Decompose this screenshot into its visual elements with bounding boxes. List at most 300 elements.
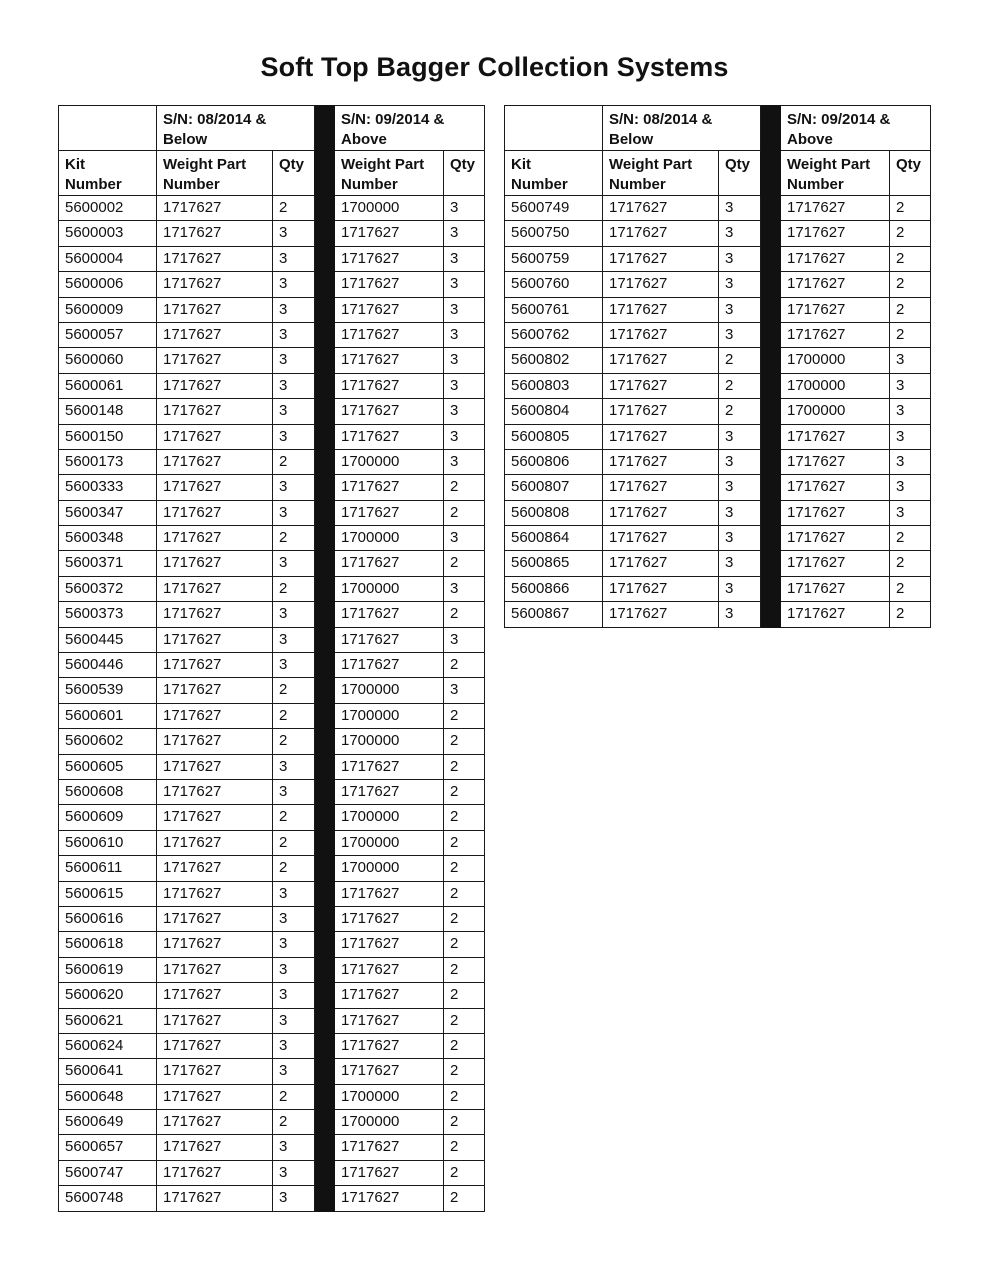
separator-cell [315, 297, 335, 322]
table-row [59, 576, 485, 601]
qty-below-cell: 2 [273, 678, 315, 703]
kit-number-cell: 5600805 [505, 424, 603, 449]
weight-part-below-cell: 1717627 [603, 221, 719, 246]
weight-part-above-cell: 1700000 [335, 805, 444, 830]
table-row [59, 424, 485, 449]
header-row-columns [59, 151, 485, 196]
weight-part-above-cell: 1717627 [335, 1008, 444, 1033]
qty-above-cell: 2 [444, 1059, 485, 1084]
kit-number-cell: 5600061 [59, 373, 157, 398]
weight-part-below-cell: 1717627 [157, 1059, 273, 1084]
table-row [505, 297, 931, 322]
weight-part-below-cell: 1717627 [157, 526, 273, 551]
table-row [59, 983, 485, 1008]
separator-cell [761, 602, 781, 627]
header-weight-part-number: Weight Part Number [335, 151, 444, 196]
qty-below-cell: 3 [273, 272, 315, 297]
weight-part-below-cell: 1717627 [157, 373, 273, 398]
qty-above-cell: 3 [890, 475, 931, 500]
qty-above-cell: 2 [890, 551, 931, 576]
qty-below-cell: 3 [273, 1186, 315, 1211]
weight-part-below-cell: 1717627 [157, 602, 273, 627]
qty-above-cell: 3 [890, 449, 931, 474]
qty-below-cell: 3 [273, 475, 315, 500]
qty-above-cell: 2 [444, 500, 485, 525]
weight-part-below-cell: 1717627 [157, 932, 273, 957]
qty-below-cell: 3 [273, 1059, 315, 1084]
qty-above-cell: 2 [444, 805, 485, 830]
kit-number-cell: 5600803 [505, 373, 603, 398]
qty-above-cell: 3 [444, 272, 485, 297]
weight-part-below-cell: 1717627 [157, 1084, 273, 1109]
table-row [505, 576, 931, 601]
table-row [59, 526, 485, 551]
weight-part-above-cell: 1700000 [781, 399, 890, 424]
kit-number-cell: 5600649 [59, 1110, 157, 1135]
weight-part-below-cell: 1717627 [157, 881, 273, 906]
weight-part-above-cell: 1717627 [335, 1059, 444, 1084]
weight-part-below-cell: 1717627 [157, 805, 273, 830]
qty-below-cell: 3 [719, 322, 761, 347]
qty-below-cell: 3 [719, 576, 761, 601]
kit-number-cell: 5600004 [59, 246, 157, 271]
kit-number-cell: 5600003 [59, 221, 157, 246]
kit-number-cell: 5600446 [59, 653, 157, 678]
weight-part-below-cell: 1717627 [157, 551, 273, 576]
weight-part-above-cell: 1717627 [335, 246, 444, 271]
qty-below-cell: 3 [273, 653, 315, 678]
separator-cell [315, 830, 335, 855]
qty-above-cell: 3 [890, 399, 931, 424]
qty-above-cell: 3 [444, 399, 485, 424]
separator-cell [315, 221, 335, 246]
weight-part-below-cell: 1717627 [157, 703, 273, 728]
qty-below-cell: 3 [273, 1135, 315, 1160]
qty-below-cell: 3 [273, 348, 315, 373]
weight-part-above-cell: 1700000 [335, 196, 444, 221]
header-qty: Qty [273, 151, 315, 196]
weight-part-below-cell: 1717627 [603, 424, 719, 449]
weight-part-below-cell: 1717627 [157, 196, 273, 221]
kit-number-cell: 5600615 [59, 881, 157, 906]
kit-number-cell: 5600749 [505, 196, 603, 221]
kit-number-cell: 5600808 [505, 500, 603, 525]
kit-number-cell: 5600748 [59, 1186, 157, 1211]
qty-below-cell: 3 [273, 779, 315, 804]
header-blank-cell [59, 106, 157, 151]
weight-part-above-cell: 1717627 [335, 322, 444, 347]
separator-cell [315, 703, 335, 728]
weight-part-below-cell: 1717627 [157, 906, 273, 931]
table-row [59, 1110, 485, 1135]
weight-part-above-cell: 1717627 [335, 779, 444, 804]
table-row [59, 881, 485, 906]
separator-cell [315, 856, 335, 881]
weight-part-above-cell: 1717627 [781, 196, 890, 221]
weight-part-below-cell: 1717627 [157, 1008, 273, 1033]
separator-cell [761, 475, 781, 500]
weight-part-above-cell: 1717627 [335, 221, 444, 246]
separator-cell [315, 1059, 335, 1084]
weight-part-above-cell: 1700000 [335, 729, 444, 754]
separator-cell [315, 1008, 335, 1033]
table-row [59, 703, 485, 728]
qty-below-cell: 2 [273, 856, 315, 881]
weight-part-above-cell: 1717627 [781, 500, 890, 525]
separator-cell [315, 906, 335, 931]
table-row [59, 906, 485, 931]
qty-below-cell: 3 [719, 221, 761, 246]
separator-cell [315, 551, 335, 576]
weight-part-below-cell: 1717627 [157, 297, 273, 322]
kit-number-cell: 5600605 [59, 754, 157, 779]
table-row [59, 805, 485, 830]
separator-cell [761, 322, 781, 347]
separator-cell [761, 246, 781, 271]
qty-above-cell: 2 [444, 983, 485, 1008]
header-qty: Qty [444, 151, 485, 196]
separator-cell [315, 1160, 335, 1185]
weight-part-above-cell: 1717627 [335, 1135, 444, 1160]
qty-below-cell: 3 [273, 373, 315, 398]
weight-part-below-cell: 1717627 [603, 449, 719, 474]
qty-below-cell: 3 [719, 424, 761, 449]
separator-cell [761, 526, 781, 551]
table-row [505, 551, 931, 576]
qty-below-cell: 2 [719, 399, 761, 424]
weight-part-below-cell: 1717627 [157, 1160, 273, 1185]
qty-above-cell: 3 [444, 526, 485, 551]
qty-above-cell: 2 [444, 957, 485, 982]
qty-above-cell: 3 [444, 246, 485, 271]
kit-number-cell: 5600057 [59, 322, 157, 347]
table-row [59, 1186, 485, 1211]
table-row [59, 551, 485, 576]
weight-part-above-cell: 1717627 [335, 983, 444, 1008]
separator-cell [315, 246, 335, 271]
qty-below-cell: 3 [273, 399, 315, 424]
kit-table-right [504, 105, 931, 628]
weight-part-above-cell: 1717627 [781, 576, 890, 601]
qty-below-cell: 3 [719, 475, 761, 500]
table-row [59, 500, 485, 525]
kit-number-cell: 5600616 [59, 906, 157, 931]
header-weight-part-number: Weight Part Number [157, 151, 273, 196]
qty-above-cell: 3 [890, 424, 931, 449]
header-row-groups [505, 106, 931, 151]
qty-below-cell: 3 [273, 1033, 315, 1058]
table-row [505, 500, 931, 525]
separator-cell [315, 576, 335, 601]
weight-part-below-cell: 1717627 [157, 1135, 273, 1160]
table-row [59, 1033, 485, 1058]
kit-number-cell: 5600445 [59, 627, 157, 652]
kit-number-cell: 5600348 [59, 526, 157, 551]
qty-below-cell: 3 [273, 246, 315, 271]
kit-number-cell: 5600609 [59, 805, 157, 830]
kit-number-cell: 5600807 [505, 475, 603, 500]
weight-part-above-cell: 1717627 [781, 424, 890, 449]
weight-part-below-cell: 1717627 [603, 475, 719, 500]
qty-below-cell: 2 [273, 526, 315, 551]
kit-number-cell: 5600648 [59, 1084, 157, 1109]
page-title: Soft Top Bagger Collection Systems [260, 52, 729, 82]
qty-below-cell: 2 [273, 576, 315, 601]
separator-cell [315, 1033, 335, 1058]
weight-part-above-cell: 1717627 [335, 957, 444, 982]
qty-above-cell: 3 [444, 576, 485, 601]
header-kit-number: Kit Number [59, 151, 157, 196]
header-row-columns [505, 151, 931, 196]
weight-part-above-cell: 1717627 [335, 297, 444, 322]
kit-number-cell: 5600002 [59, 196, 157, 221]
separator-cell [761, 373, 781, 398]
weight-part-above-cell: 1717627 [335, 1186, 444, 1211]
weight-part-below-cell: 1717627 [157, 1033, 273, 1058]
kit-number-cell: 5600006 [59, 272, 157, 297]
qty-below-cell: 3 [719, 551, 761, 576]
qty-above-cell: 2 [890, 221, 931, 246]
qty-above-cell: 2 [890, 272, 931, 297]
table-row [505, 526, 931, 551]
weight-part-below-cell: 1717627 [157, 754, 273, 779]
qty-below-cell: 2 [273, 1110, 315, 1135]
kit-number-cell: 5600761 [505, 297, 603, 322]
kit-number-cell: 5600150 [59, 424, 157, 449]
qty-above-cell: 2 [444, 754, 485, 779]
weight-part-below-cell: 1717627 [157, 322, 273, 347]
kit-number-cell: 5600750 [505, 221, 603, 246]
weight-part-above-cell: 1700000 [781, 348, 890, 373]
qty-above-cell: 2 [890, 322, 931, 347]
qty-above-cell: 3 [444, 348, 485, 373]
weight-part-above-cell: 1717627 [335, 754, 444, 779]
table-row [505, 348, 931, 373]
qty-below-cell: 3 [273, 551, 315, 576]
weight-part-below-cell: 1717627 [157, 779, 273, 804]
weight-part-above-cell: 1700000 [335, 703, 444, 728]
qty-below-cell: 3 [273, 221, 315, 246]
qty-above-cell: 3 [890, 500, 931, 525]
qty-below-cell: 3 [273, 627, 315, 652]
header-separator [761, 106, 781, 196]
qty-below-cell: 2 [273, 1084, 315, 1109]
header-group-below: S/N: 08/2014 & Below [157, 106, 315, 151]
qty-below-cell: 3 [273, 424, 315, 449]
table-row [59, 1160, 485, 1185]
qty-above-cell: 2 [444, 1033, 485, 1058]
qty-below-cell: 2 [719, 373, 761, 398]
qty-below-cell: 3 [273, 932, 315, 957]
weight-part-above-cell: 1700000 [335, 449, 444, 474]
kit-number-cell: 5600372 [59, 576, 157, 601]
table-row [505, 373, 931, 398]
kit-number-cell: 5600624 [59, 1033, 157, 1058]
qty-above-cell: 3 [890, 373, 931, 398]
weight-part-below-cell: 1717627 [603, 348, 719, 373]
weight-part-above-cell: 1700000 [335, 856, 444, 881]
weight-part-above-cell: 1717627 [335, 1033, 444, 1058]
kit-number-cell: 5600804 [505, 399, 603, 424]
table-row [59, 1084, 485, 1109]
separator-cell [315, 348, 335, 373]
table-row [59, 272, 485, 297]
weight-part-above-cell: 1717627 [781, 475, 890, 500]
table-row [59, 221, 485, 246]
table-row [59, 678, 485, 703]
weight-part-below-cell: 1717627 [157, 500, 273, 525]
qty-above-cell: 2 [444, 1186, 485, 1211]
qty-below-cell: 3 [719, 449, 761, 474]
qty-above-cell: 2 [444, 779, 485, 804]
separator-cell [761, 500, 781, 525]
qty-below-cell: 3 [273, 297, 315, 322]
weight-part-above-cell: 1717627 [335, 881, 444, 906]
qty-above-cell: 2 [444, 1135, 485, 1160]
table-row [59, 399, 485, 424]
table-row [59, 932, 485, 957]
header-group-below: S/N: 08/2014 & Below [603, 106, 761, 151]
table-row [59, 1008, 485, 1033]
table-row [59, 246, 485, 271]
qty-above-cell: 2 [444, 1008, 485, 1033]
separator-cell [315, 399, 335, 424]
header-group-above: S/N: 09/2014 & Above [781, 106, 931, 151]
weight-part-below-cell: 1717627 [157, 348, 273, 373]
weight-part-below-cell: 1717627 [157, 729, 273, 754]
kit-number-cell: 5600747 [59, 1160, 157, 1185]
kit-number-cell: 5600608 [59, 779, 157, 804]
weight-part-below-cell: 1717627 [157, 399, 273, 424]
kit-number-cell: 5600762 [505, 322, 603, 347]
weight-part-below-cell: 1717627 [603, 196, 719, 221]
header-group-above: S/N: 09/2014 & Above [335, 106, 485, 151]
separator-cell [315, 653, 335, 678]
separator-cell [315, 1135, 335, 1160]
qty-below-cell: 3 [719, 272, 761, 297]
qty-below-cell: 3 [719, 246, 761, 271]
weight-part-below-cell: 1717627 [157, 475, 273, 500]
separator-cell [315, 805, 335, 830]
weight-part-above-cell: 1700000 [335, 526, 444, 551]
kit-number-cell: 5600009 [59, 297, 157, 322]
qty-below-cell: 2 [273, 729, 315, 754]
qty-above-cell: 2 [444, 1110, 485, 1135]
kit-number-cell: 5600373 [59, 602, 157, 627]
weight-part-below-cell: 1717627 [603, 602, 719, 627]
weight-part-below-cell: 1717627 [603, 297, 719, 322]
kit-number-cell: 5600371 [59, 551, 157, 576]
table-row [59, 779, 485, 804]
qty-below-cell: 3 [273, 983, 315, 1008]
weight-part-below-cell: 1717627 [157, 449, 273, 474]
kit-number-cell: 5600610 [59, 830, 157, 855]
kit-number-cell: 5600657 [59, 1135, 157, 1160]
kit-number-cell: 5600173 [59, 449, 157, 474]
table-row [59, 322, 485, 347]
qty-above-cell: 2 [444, 551, 485, 576]
qty-below-cell: 2 [273, 830, 315, 855]
kit-number-cell: 5600148 [59, 399, 157, 424]
qty-below-cell: 2 [273, 805, 315, 830]
qty-above-cell: 2 [890, 297, 931, 322]
kit-number-cell: 5600760 [505, 272, 603, 297]
separator-cell [315, 272, 335, 297]
table-row [59, 653, 485, 678]
separator-cell [761, 551, 781, 576]
table-row [59, 627, 485, 652]
qty-below-cell: 2 [273, 703, 315, 728]
separator-cell [315, 957, 335, 982]
weight-part-below-cell: 1717627 [603, 272, 719, 297]
separator-cell [315, 678, 335, 703]
table-row [505, 196, 931, 221]
separator-cell [315, 1110, 335, 1135]
weight-part-above-cell: 1717627 [781, 449, 890, 474]
kit-number-cell: 5600641 [59, 1059, 157, 1084]
weight-part-below-cell: 1717627 [157, 983, 273, 1008]
separator-cell [315, 449, 335, 474]
separator-cell [315, 779, 335, 804]
kit-number-cell: 5600865 [505, 551, 603, 576]
qty-below-cell: 3 [273, 500, 315, 525]
weight-part-above-cell: 1717627 [335, 932, 444, 957]
weight-part-below-cell: 1717627 [603, 500, 719, 525]
separator-cell [761, 399, 781, 424]
qty-above-cell: 3 [444, 196, 485, 221]
weight-part-below-cell: 1717627 [157, 272, 273, 297]
qty-above-cell: 3 [444, 297, 485, 322]
qty-below-cell: 2 [273, 196, 315, 221]
separator-cell [315, 1186, 335, 1211]
weight-part-above-cell: 1717627 [335, 348, 444, 373]
separator-cell [315, 602, 335, 627]
weight-part-below-cell: 1717627 [157, 653, 273, 678]
table-row [505, 246, 931, 271]
qty-above-cell: 3 [444, 424, 485, 449]
qty-above-cell: 2 [444, 602, 485, 627]
qty-above-cell: 2 [444, 856, 485, 881]
weight-part-below-cell: 1717627 [157, 576, 273, 601]
weight-part-below-cell: 1717627 [157, 424, 273, 449]
weight-part-below-cell: 1717627 [603, 373, 719, 398]
weight-part-above-cell: 1717627 [335, 424, 444, 449]
table-row [59, 449, 485, 474]
weight-part-below-cell: 1717627 [603, 322, 719, 347]
qty-above-cell: 2 [444, 1160, 485, 1185]
qty-below-cell: 3 [719, 500, 761, 525]
separator-cell [315, 322, 335, 347]
separator-cell [761, 221, 781, 246]
kit-number-cell: 5600621 [59, 1008, 157, 1033]
kit-number-cell: 5600611 [59, 856, 157, 881]
header-blank-cell [505, 106, 603, 151]
weight-part-above-cell: 1717627 [781, 602, 890, 627]
kit-number-cell: 5600347 [59, 500, 157, 525]
weight-part-above-cell: 1717627 [781, 322, 890, 347]
weight-part-above-cell: 1717627 [335, 1160, 444, 1185]
weight-part-below-cell: 1717627 [157, 678, 273, 703]
qty-below-cell: 3 [719, 297, 761, 322]
separator-cell [315, 475, 335, 500]
weight-part-above-cell: 1700000 [335, 1110, 444, 1135]
kit-number-cell: 5600539 [59, 678, 157, 703]
table-row [505, 449, 931, 474]
separator-cell [315, 500, 335, 525]
weight-part-above-cell: 1717627 [781, 246, 890, 271]
qty-below-cell: 3 [273, 881, 315, 906]
kit-number-cell: 5600806 [505, 449, 603, 474]
